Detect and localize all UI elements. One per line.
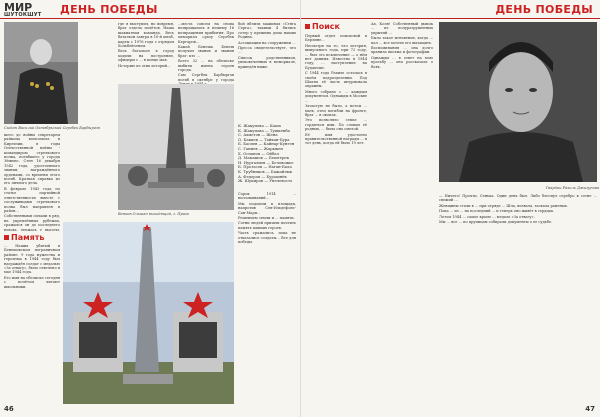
paragraph: Список родственников, увековеченных в мемориале, приведён ниже. bbox=[238, 55, 296, 69]
paragraph: Однажды ... в ответ на мою просьбу ... она рассказала о боях. bbox=[371, 55, 433, 69]
list-item: С. Ахметов — Жена bbox=[238, 132, 278, 138]
paragraph: Это позволяло семье ... гордиться ими. По словам её родных, ... была она смелой. bbox=[305, 118, 367, 132]
monument-memorial-photo bbox=[63, 222, 234, 404]
paragraph: бой вблизи машинах «Стяга Серга», такими 4 бились сотер у прежних дома наших Родина. bbox=[238, 22, 296, 40]
paragraph: Какой Бенеша Бенеш получил звание и звания брат: кто ... bbox=[178, 45, 234, 58]
paragraph: где я выступил, но вовремя, брат отдела полётов. Наша шахматная команда. Весь батальон завтра в 10-й штаб, карты с 1976 года с отрядом Хольбейзеном. bbox=[118, 22, 174, 49]
portrait-caption: Сидит Василий Октябрьский Сергбек Барбыргов bbox=[4, 126, 100, 130]
paragraph: Много собрано с ... каждым документом. Однажды в Москве ... bbox=[305, 89, 367, 103]
paragraph: Весь батальон в город ходили на построение, офицеры с ... в конце мая. bbox=[118, 49, 174, 63]
paragraph: Пресса свидетельствует, что ... bbox=[238, 46, 296, 55]
page-number-left: 46 bbox=[4, 405, 14, 413]
left-column-2-top bbox=[118, 22, 174, 82]
right-column-1 bbox=[305, 34, 367, 404]
right-column-2 bbox=[371, 22, 433, 404]
paragraph: ... Наших убитый в Бенешовском пограничном районе. 9 года мужества и героизма в 1944 году был награждён солдат с медалью «За отвагу», было отвечено в мае 1944 года. bbox=[4, 244, 60, 275]
left-header bbox=[0, 0, 300, 19]
left-column-1b bbox=[4, 244, 60, 404]
section-title-left: ДЕНЬ ПОБЕДЫ bbox=[60, 3, 158, 16]
paragraph: С 1944 года Рахиль осталась в своём подразделении. Под Шахты её часть штурмовала окраины. bbox=[305, 71, 367, 89]
paragraph: Его имя на обелиске сегодня с почётом читают школьники. bbox=[4, 275, 60, 289]
paragraph: Воспоминания ... она долго хранила письма и фотографии. bbox=[371, 46, 433, 55]
list-item: Ж. Шукиров — Унелевосто bbox=[238, 178, 293, 184]
right-column-3 bbox=[439, 194, 597, 404]
names-list bbox=[238, 124, 296, 184]
paragraph: Первый отдел поисковой в Берлине... bbox=[305, 34, 367, 43]
heroine-portrait-photo bbox=[439, 22, 597, 182]
list-item: К. Жакупова — Каша bbox=[238, 123, 281, 128]
paragraph: Мы ... все ... по крупицам собирали документы о ее судьбе. bbox=[439, 220, 553, 225]
veteran-portrait-photo bbox=[4, 22, 78, 124]
list-item: Б. Протасов — Наган-Бала bbox=[238, 164, 292, 170]
rubric-search: Поиск bbox=[305, 22, 340, 31]
paragraph: Её имя удостоено правительственной награды ... в тот день, когда ей было 19 лет. bbox=[305, 132, 367, 146]
right-page bbox=[300, 0, 600, 417]
paragraph: Летом 1944 ... самое кроме ... медаль «За отвагу». bbox=[439, 214, 535, 219]
list-item: А. Федоров — Бурошнёк bbox=[238, 173, 287, 179]
paragraph: Зачастую не было, а потом ... мать, отец погибли на фронте, брат ... в окопах. bbox=[305, 104, 367, 117]
heroine-caption: Гвардии Рахиль Джигунова bbox=[545, 186, 599, 190]
paragraph: Всего 32 ... на обелиске выбиты имена героев города. bbox=[178, 59, 234, 73]
left-column-4b bbox=[238, 192, 296, 404]
paragraph: Решением земли и ... памяти. bbox=[238, 216, 295, 221]
paragraph: Сам Сергбек Барбыргов погиб в октябре у города bbox=[178, 73, 234, 82]
rubric-memory: Память bbox=[4, 233, 44, 242]
list-item: К. Трубников — Бажайлык bbox=[238, 168, 293, 174]
section-title-right: ДЕНЬ ПОБЕДЫ bbox=[495, 3, 593, 16]
list-item: Н. Нургалиев — Беловожье bbox=[238, 159, 294, 165]
paragraph: шего до войны секретарем райкома комсомола в Киргизии, в годы Отечественной войны - командиром стрелкового полка, погибшего у города Зёмюнс. Стен 16 декабря 1942 года, удостоенного звания, награждённого орденами, со времени этого погиб. Краткая справка из его личного дела. bbox=[4, 133, 60, 186]
monument-tower-photo bbox=[118, 84, 234, 210]
list-item: Б. Басиев — Кайнар-Кунген bbox=[238, 141, 295, 147]
paragraph: Женщины стали в ... при отряде ... Шла, воевала, таскала раненых. bbox=[439, 203, 568, 208]
paragraph: Историю из этих историй... bbox=[118, 63, 171, 68]
paragraph: Сорок 1914 ... воспоминаний... bbox=[238, 192, 296, 201]
list-item: К. Жакупова — Тушкенба bbox=[238, 127, 290, 133]
paragraph: В феврале 1943 года по статье партийной ответственности вместе с сослуживцами стрелкового полка был направлен в район... bbox=[4, 186, 60, 213]
list-item: С. Ганиев — Жарыкен bbox=[238, 145, 283, 151]
paragraph: Ах, Коля! Собственный дымок ... из полуразрушенных укрытий ... bbox=[371, 22, 433, 35]
magazine-logo: МИР ШУТОКШУТ bbox=[4, 1, 42, 18]
paragraph: Часть сражались, пока не отказались солдаты... Все для победы. bbox=[238, 231, 296, 245]
paragraph: Ассоциации на сооружении ... bbox=[238, 40, 296, 45]
paragraph: Сотни людей пришли почтить память павших героев. bbox=[238, 221, 296, 230]
list-item: Д. Мамашов — Бештерек bbox=[238, 155, 289, 161]
paragraph: Собственными силами в ряд, на укреплённых рубежах, сражался он до последнего вздоха, держась у высоты, bbox=[4, 214, 60, 231]
page-number-right: 47 bbox=[585, 405, 595, 413]
paragraph: Мы подошли к площади, напротив Сен-Ильдефонс-Сан-Мари... bbox=[238, 201, 296, 215]
list-item: Х. Оспанов — Ойбал bbox=[238, 150, 279, 156]
tower-caption: Венков Ольшан выходящий, г. Прага bbox=[118, 212, 189, 216]
left-column-1 bbox=[4, 133, 60, 231]
left-column-4 bbox=[238, 22, 296, 84]
paragraph: Несмотря на то, что история, выпускного года, при 72 году, ... был это исключение — о нём нет данных. Известно в 1944 году, ... наступление на Будапешт. bbox=[305, 43, 367, 70]
list-item: О. Бакиев — Тайкан-Бура bbox=[238, 136, 290, 142]
paragraph: Пока ... из ... на последний ... и теперь оно живёт в сердцах. bbox=[439, 209, 555, 214]
paragraph: Было такое мгновение, когда ... пал ... все хотели его вытащить. bbox=[371, 36, 433, 45]
paragraph: ...места совсем на снова возвращались в пешему 16 возвращения прибытия. Про мемориал сразу Сергбек Кергаров... bbox=[178, 22, 234, 44]
paragraph: — Ничего! Прочти, Сенька. Один день был. Либо блеснул серебро в сотне ... свежий ... bbox=[439, 194, 597, 203]
right-header bbox=[301, 0, 600, 19]
